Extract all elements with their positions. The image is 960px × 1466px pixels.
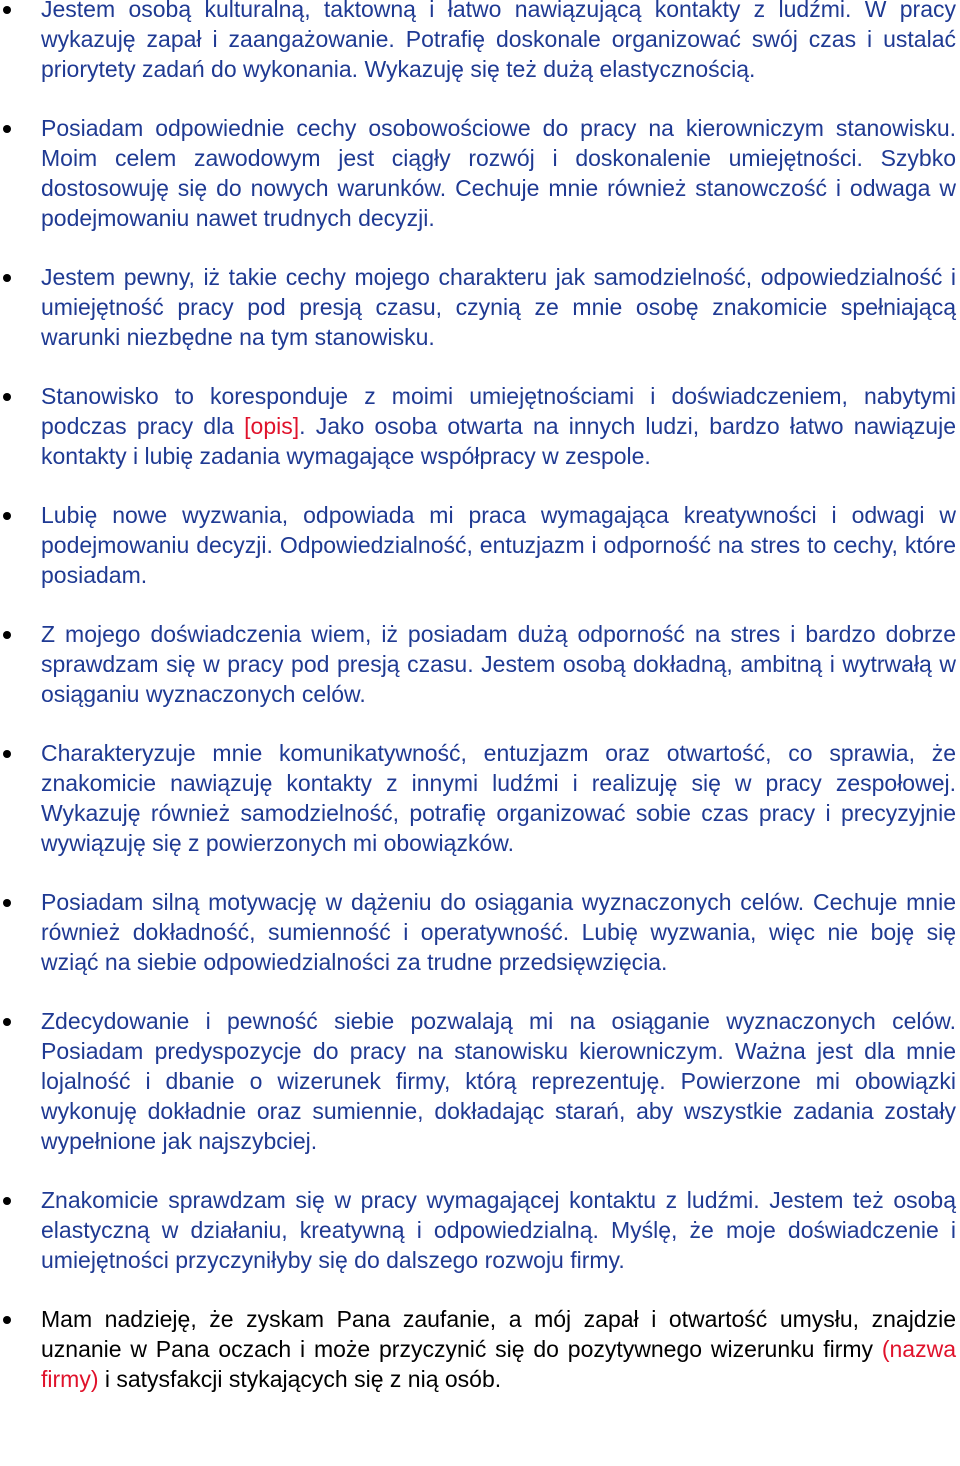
list-item [0, 500, 960, 590]
paragraph-text: Posiadam silną motywację w dążeniu do osiągania wyznaczonych celów. Cechuje mnie również dokładność, sumienność i operatywność. Lubię wyzwania, więc nie boję się wziąć na siebie odpowiedzialności za trudne przedsięwzięcia. [41, 889, 956, 975]
list-item [0, 1185, 960, 1275]
bullet-dot-icon [3, 1018, 11, 1026]
bullet-dot-icon [3, 512, 11, 520]
paragraph-text: Zdecydowanie i pewność siebie pozwalają mi na osiąganie wyznaczonych celów. Posiadam predyspozycje do pracy na stanowisku kierowniczym. Ważna jest dla mnie lojalność i dbanie o wizerunek firmy, którą reprezentuję. Powierzone mi obowiązki wykonuję dokładnie oraz sumiennie, dokładając starań, aby wszystkie zadania zostały wypełnione jak najszybciej. [41, 1008, 956, 1154]
bullet-dot-icon [3, 899, 11, 907]
paragraph-text: . Jako osoba otwarta na innych ludzi, bardzo łatwo nawiązuje kontakty i lubię zadania wymagające współpracy w zespole. [41, 413, 956, 469]
paragraph-text: Charakteryzuje mnie komunikatywność, entuzjazm oraz otwartość, co sprawia, że znakomicie nawiązuję kontakty z innymi ludźmi i realizuję się w pracy zespołowej. Wykazuję również samodzielność, potrafię organizować sobie czas pracy i precyzyjnie wywiązuję się z powierzonych mi obowiązków. [41, 740, 956, 856]
bullet-dot-icon [3, 631, 11, 639]
bullet-dot-icon [3, 750, 11, 758]
bullet-dot-icon [3, 393, 11, 401]
list-item [0, 1006, 960, 1156]
list-item [0, 887, 960, 977]
paragraph-text: i satysfakcji stykających się z nią osób. [98, 1366, 502, 1392]
list-item [0, 0, 960, 84]
bullet-dot-icon [3, 1197, 11, 1205]
list-item [0, 113, 960, 233]
paragraph-text: Jestem osobą kulturalną, taktowną i łatwo nawiązującą kontakty z ludźmi. W pracy wykazuję zapał i zaangażowanie. Potrafię doskonale organizować swój czas i ustalać priorytety zadań do wykonania. Wykazuję się też dużą elastycznością. [41, 0, 956, 82]
bullet-dot-icon [3, 1316, 11, 1324]
bullet-dot-icon [3, 6, 11, 14]
list-item [0, 381, 960, 471]
placeholder-opis: [opis] [244, 413, 300, 439]
list-item [0, 619, 960, 709]
paragraph-text: Posiadam odpowiednie cechy osobowościowe do pracy na kierowniczym stanowisku. Moim celem zawodowym jest ciągły rozwój i doskonalenie umiejętności. Szybko dostosowuję się do nowych warunków. Cechuje mnie również stanowczość i odwaga w podejmowaniu nawet trudnych decyzji. [41, 115, 956, 231]
paragraph-text: Lubię nowe wyzwania, odpowiada mi praca wymagająca kreatywności i odwagi w podejmowaniu decyzji. Odpowiedzialność, entuzjazm i odporność na stres to cechy, które posiadam. [41, 502, 956, 588]
paragraph-text: Stanowisko to koresponduje z moimi umiejętnościami i doświadczeniem, nabytymi podczas pracy dla [41, 383, 956, 439]
list-item-closing [0, 1304, 960, 1394]
paragraph-text: Mam nadzieję, że zyskam Pana zaufanie, a mój zapał i otwartość umysłu, znajdzie uznanie w Pana oczach i może przyczynić się do pozytywnego wizerunku firmy [41, 1306, 956, 1362]
bullet-dot-icon [3, 274, 11, 282]
placeholder-company-name: (nazwa firmy) [41, 1336, 956, 1392]
paragraph-text: Znakomicie sprawdzam się w pracy wymagającej kontaktu z ludźmi. Jestem też osobą elastyczną w działaniu, kreatywną i odpowiedzialną. Myślę, że moje doświadczenie i umiejętności przyczyniłyby się do dalszego rozwoju firmy. [41, 1187, 956, 1273]
paragraph-text: Z mojego doświadczenia wiem, iż posiadam dużą odporność na stres i bardzo dobrze sprawdzam się w pracy pod presją czasu. Jestem osobą dokładną, ambitną i wytrwałą w osiąganiu wyznaczonych celów. [41, 621, 956, 707]
list-item [0, 262, 960, 352]
bullet-dot-icon [3, 125, 11, 133]
paragraph-text: Jestem pewny, iż takie cechy mojego charakteru jak samodzielność, odpowiedzialność i umiejętność pracy pod presją czasu, czynią ze mnie osobę znakomicie spełniającą warunki niezbędne na tym stanowisku. [41, 264, 956, 350]
list-item [0, 738, 960, 858]
